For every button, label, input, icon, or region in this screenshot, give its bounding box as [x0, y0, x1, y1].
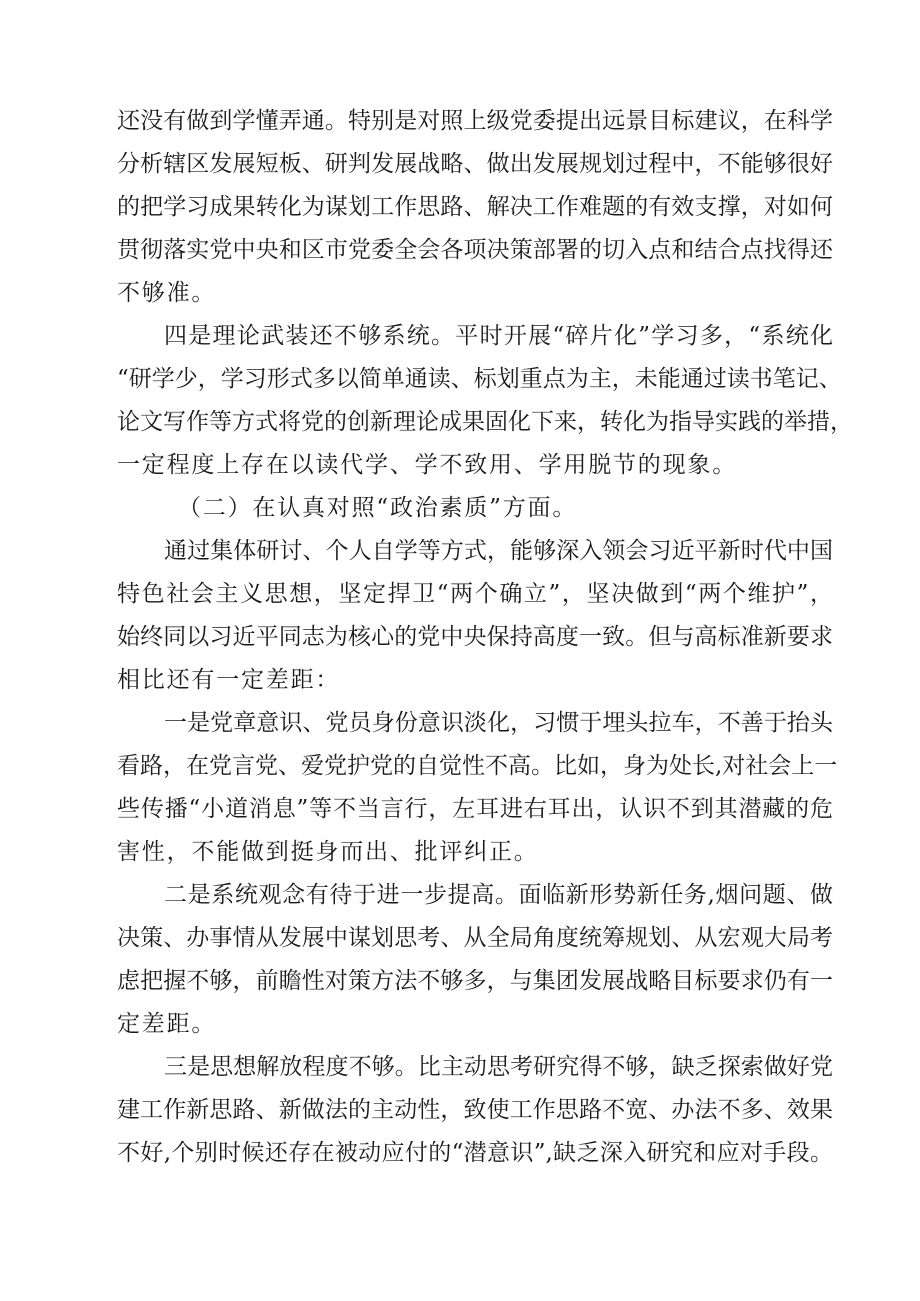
text-line: 特色社会主义思想，坚定捍卫“两个确立”，坚决做到“两个维护”， — [117, 581, 833, 607]
text-line: 一是党章意识、党员身份意识淡化，习惯于埋头拉车，不善于抬头 — [164, 710, 833, 736]
text-line: 一定程度上存在以读代学、学不致用、学用脱节的现象。 — [117, 452, 737, 478]
text-line: 二是系统观念有待于进一步提高。面临新形势新任务,烟问题、做 — [164, 882, 833, 908]
text-line: 看路，在党言党、爱党护党的自觉性不高。比如，身为处长,对社会上一 — [117, 753, 838, 779]
text-line: 相比还有一定差距： — [117, 667, 341, 693]
text-line: 不够准。 — [117, 280, 217, 306]
text-line: 三是思想解放程度不够。比主动思考研究得不够，缺乏探索做好党 — [164, 1054, 833, 1080]
section-heading: （二）在认真对照“政治素质”方面。 — [178, 495, 578, 521]
text-line: 四是理论武装还不够系统。平时开展“碎片化”学习多，“系统化 — [164, 323, 833, 349]
text-line: 分析辖区发展短板、研判发展战略、做出发展规划过程中，不能够很好 — [117, 151, 833, 177]
text-line: 害性，不能做到挺身而出、批评纠正。 — [117, 839, 539, 865]
text-line: 虑把握不够，前瞻性对策方法不够多，与集团发展战略目标要求仍有一 — [117, 968, 833, 994]
text-line: 贯彻落实党中央和区市党委全会各项决策部署的切入点和结合点找得还 — [117, 237, 833, 263]
text-line: 不好,个别时候还存在被动应付的“潜意识”,缺乏深入研究和应对手段。 — [117, 1140, 833, 1166]
text-line: 的把学习成果转化为谋划工作思路、解决工作难题的有效支撑，对如何 — [117, 194, 833, 220]
text-line: 建工作新思路、新做法的主动性，致使工作思路不宽、办法不多、效果 — [117, 1097, 833, 1123]
text-line: 始终同以习近平同志为核心的党中央保持高度一致。但与高标准新要求 — [117, 624, 833, 650]
text-line: 还没有做到学懂弄通。特别是对照上级党委提出远景目标建议，在科学 — [117, 108, 833, 134]
text-line: “研学少，学习形式多以简单通读、标划重点为主，未能通过读书笔记、 — [117, 366, 842, 392]
text-line: 些传播“小道消息”等不当言行，左耳进右耳出，认识不到其潜藏的危 — [117, 796, 833, 822]
text-line: 决策、办事情从发展中谋划思考、从全局角度统筹规划、从宏观大局考 — [117, 925, 833, 951]
text-line: 论文写作等方式将党的创新理论成果固化下来，转化为指导实践的举措， — [117, 409, 853, 435]
text-line: 通过集体研讨、个人自学等方式，能够深入领会习近平新时代中国 — [164, 538, 833, 564]
text-line: 定差距。 — [117, 1011, 217, 1037]
